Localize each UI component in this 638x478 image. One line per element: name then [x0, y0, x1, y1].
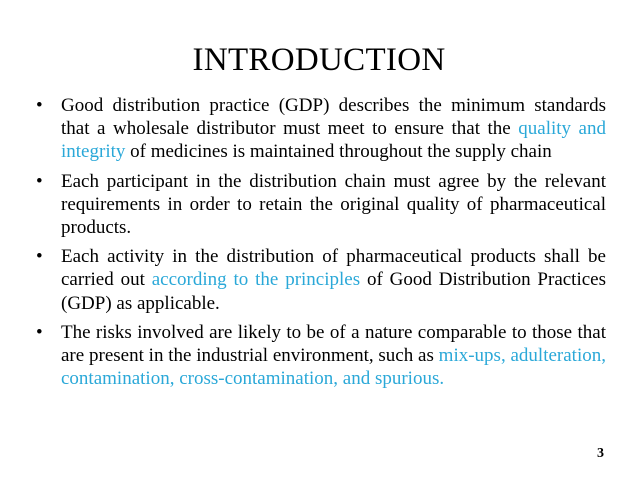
- bullet-text: Each participant in the distribution chain must agree by the relevant requirements in order to retain the original quality of pharmaceutical products.: [61, 170, 606, 239]
- bullet-dot-icon: •: [36, 321, 43, 343]
- bullet-text: Good distribution practice (GDP) describes the minimum standards that a wholesale distributor must meet to ensure that the: [61, 95, 606, 140]
- bullet-text: Each activity in the distribution of pharmaceutical products shall be carried out: [61, 246, 606, 291]
- bullet-text-end: of Good Distribution Practices (GDP) as applicable.: [61, 269, 607, 314]
- highlighted-phrase: mix-ups, adulteration, contamination, cross-contamination, and spurious.: [61, 345, 606, 390]
- bullet-item-participants: [34, 170, 606, 240]
- bullet-dot-icon: •: [36, 95, 43, 116]
- highlighted-phrase: quality and integrity: [61, 118, 606, 163]
- bullet-item-gdp-definition: [34, 94, 606, 164]
- page-number: 3: [597, 446, 604, 461]
- bullet-text: The risks involved are likely to be of a nature comparable to those that are present in the industrial environment, such as: [61, 321, 606, 367]
- bullet-list: [34, 94, 606, 396]
- bullet-dot-icon: •: [36, 170, 43, 192]
- bullet-item-risks: [34, 321, 606, 391]
- bullet-dot-icon: •: [36, 246, 43, 268]
- bullet-text-end: of medicines is maintained throughout the supply chain: [125, 141, 552, 163]
- bullet-item-activities: [34, 245, 606, 315]
- highlighted-phrase: according to the principles: [151, 269, 361, 291]
- slide-title: INTRODUCTION: [192, 42, 446, 78]
